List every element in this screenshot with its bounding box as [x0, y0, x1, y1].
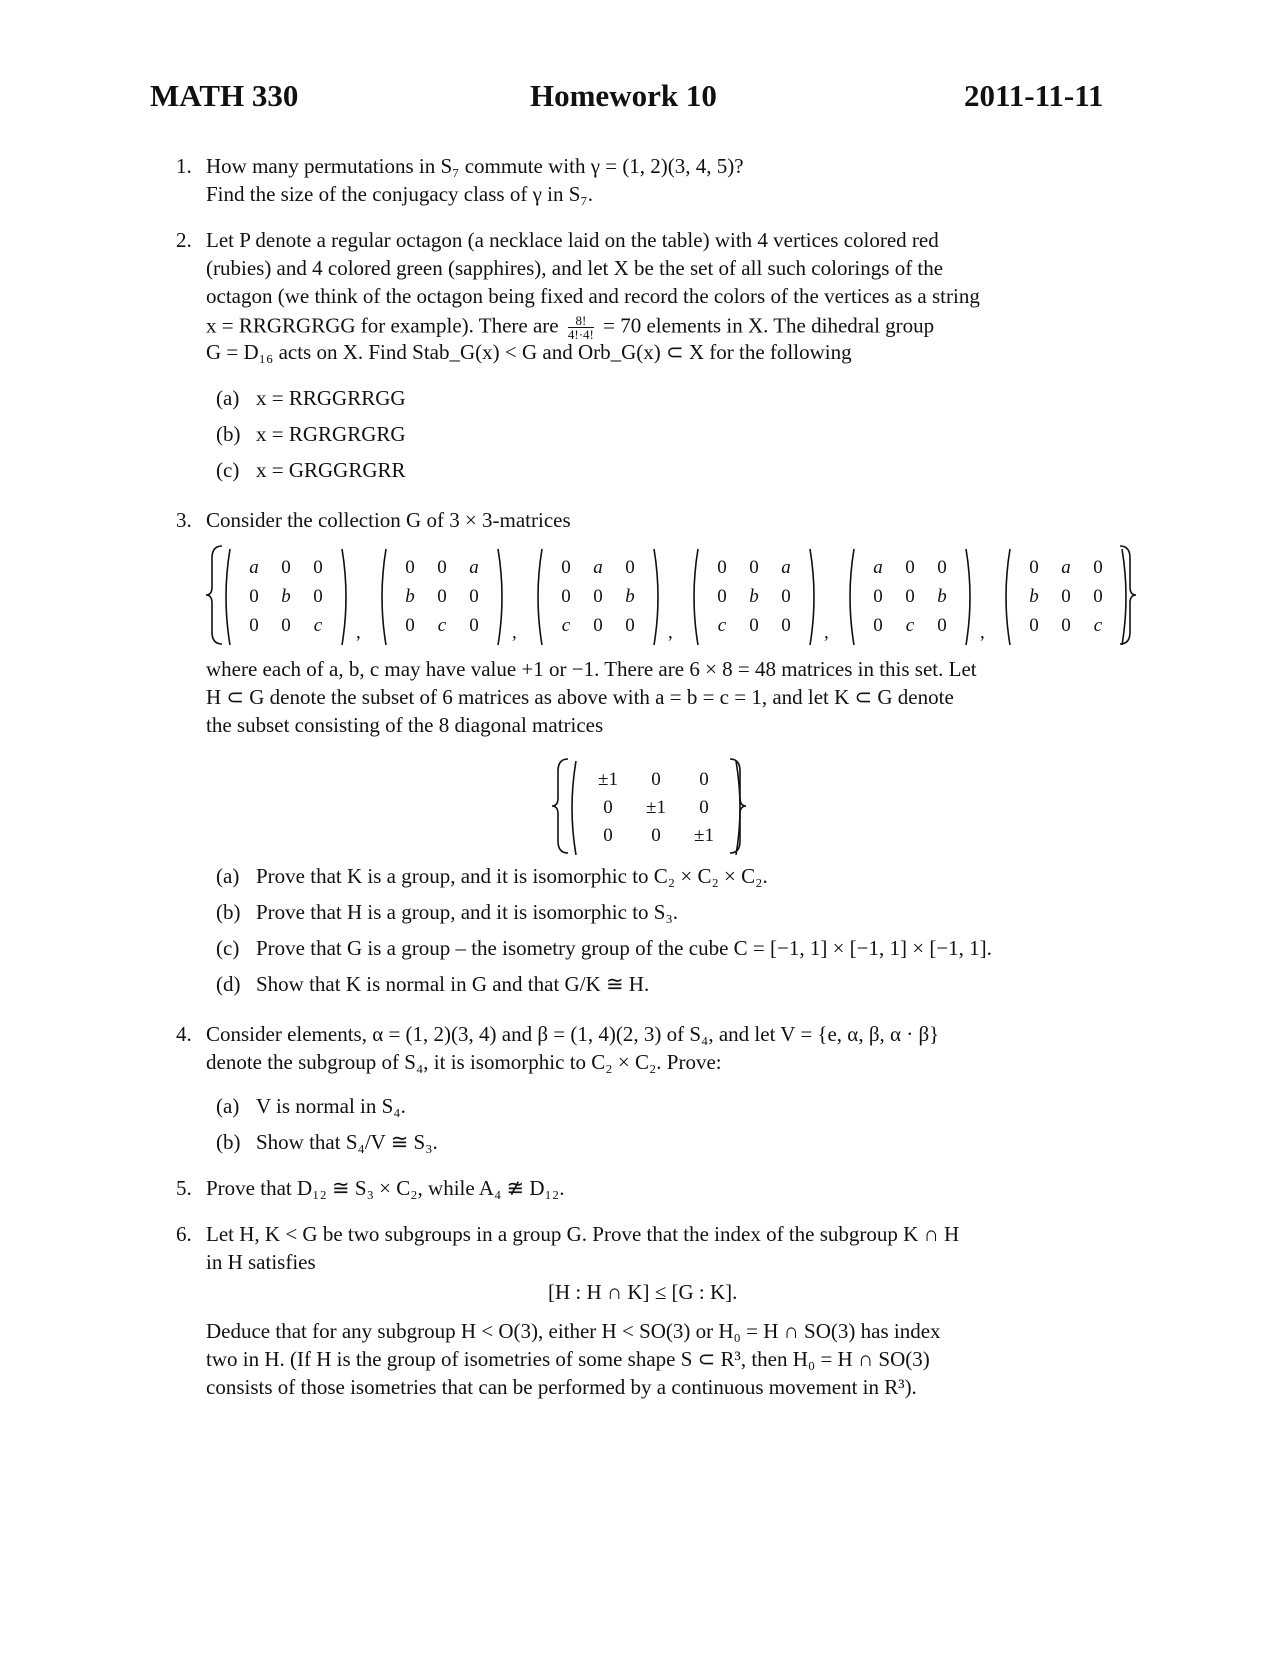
- matrix-entry: 0: [603, 797, 613, 818]
- matrix-entry: 0: [717, 557, 727, 578]
- problem-4-line: denote the subgroup of S₄, it is isomorphic to C₂ × C₂. Prove:: [206, 1050, 722, 1074]
- subitem-text: Prove that G is a group – the isometry group of the cube C = [−1, 1] × [−1, 1] × [−1, 1].: [256, 936, 992, 960]
- problem-2-text: = 70 elements in X. The dihedral group: [603, 313, 935, 338]
- matrix-entry: a: [249, 557, 259, 578]
- matrix-entry: 0: [749, 615, 759, 636]
- set-open-brace: [552, 759, 568, 853]
- matrix-entry: 0: [249, 615, 259, 636]
- problem-5-text: Prove that D₁₂ ≅ S₃ × C₂, while A₄ ≇ D₁₂.: [206, 1176, 565, 1200]
- matrix-entry: b: [625, 586, 635, 607]
- subitem-text: Show that S₄/V ≅ S₃.: [256, 1130, 438, 1154]
- matrix-entry: 0: [699, 769, 709, 790]
- problem-6-line: Let H, K < G be two subgroups in a group G. Prove that the index of the subgroup K ∩ H: [206, 1222, 960, 1246]
- comma: ,: [980, 622, 985, 643]
- matrix-entry: 0: [593, 586, 603, 607]
- problem-4-number: 4.: [176, 1022, 192, 1046]
- matrix-entry: c: [313, 615, 323, 636]
- subitem-label: (b): [216, 1130, 241, 1154]
- comma: ,: [512, 622, 517, 643]
- subitem-text: Prove that H is a group, and it is isomorphic to S₃.: [256, 900, 679, 924]
- matrix-entry: 0: [717, 586, 727, 607]
- matrix-right-paren: [498, 549, 502, 645]
- matrix-entry: b: [405, 586, 415, 607]
- problem-6-line: Deduce that for any subgroup H < O(3), either H < SO(3) or H₀ = H ∩ SO(3) has index: [206, 1319, 941, 1343]
- matrix-entry: a: [873, 557, 883, 578]
- subitem-text: x = RRGGRRGG: [256, 386, 406, 410]
- problem-2-number: 2.: [176, 228, 192, 252]
- matrix-right-paren: [342, 549, 346, 645]
- problem-1-line: How many permutations in S₇ commute with γ = (1, 2)(3, 4, 5)?: [206, 154, 744, 178]
- matrix-entry: c: [717, 615, 727, 636]
- matrix-entry: 0: [593, 615, 603, 636]
- matrix-entry: ±1: [646, 797, 666, 818]
- matrix-entry: a: [593, 557, 603, 578]
- subitem-text: x = GRGGRGRR: [256, 458, 406, 482]
- matrix-entry: 0: [937, 557, 947, 578]
- matrix-left-paren: [1006, 549, 1010, 645]
- matrix-entry: ±1: [694, 825, 714, 846]
- subitem-text: Prove that K is a group, and it is isomorphic to C₂ × C₂ × C₂.: [256, 864, 768, 888]
- course-title: MATH 330: [150, 78, 299, 113]
- subitem-label: (c): [216, 458, 240, 482]
- matrix-left-paren: [850, 549, 854, 645]
- matrix-entry: a: [781, 557, 791, 578]
- index-inequality: [H : H ∩ K] ≤ [G : K].: [548, 1280, 738, 1304]
- matrix-entry: b: [749, 586, 759, 607]
- matrix-right-paren: [1122, 549, 1126, 645]
- matrix-entry: 0: [603, 825, 613, 846]
- matrix-entry: 0: [405, 615, 415, 636]
- problem-2-line: G = D₁₆ acts on X. Find Stab_G(x) < G and Orb_G(x) ⊂ X for the following: [206, 340, 852, 364]
- problem-3-number: 3.: [176, 508, 192, 532]
- matrix-entry: 0: [1029, 557, 1039, 578]
- matrix-entry: 0: [625, 557, 635, 578]
- matrix-entry: 0: [873, 586, 883, 607]
- matrix-entry: 0: [781, 615, 791, 636]
- matrix-entry: 0: [313, 557, 323, 578]
- fraction: [568, 314, 594, 341]
- subitem-text: V is normal in S₄.: [256, 1094, 406, 1118]
- fraction-denominator: 4!·4!: [567, 327, 594, 342]
- matrix-entry: 0: [281, 557, 291, 578]
- comma: ,: [668, 622, 673, 643]
- matrix-entry: 0: [1061, 615, 1071, 636]
- matrix-left-paren: [538, 549, 542, 645]
- matrix-entry: b: [937, 586, 947, 607]
- matrix-entry: 0: [781, 586, 791, 607]
- subitem-label: (b): [216, 422, 241, 446]
- matrix-left-paren: [694, 549, 698, 645]
- problem-1-number: 1.: [176, 154, 192, 178]
- matrix-entry: c: [561, 615, 571, 636]
- matrix-entry: 0: [405, 557, 415, 578]
- matrix-entry: 0: [873, 615, 883, 636]
- matrix-entry: 0: [281, 615, 291, 636]
- problem-6-line: two in H. (If H is the group of isometries of some shape S ⊂ R³, then H₀ = H ∩ SO(3): [206, 1347, 930, 1371]
- matrix-entry: 0: [699, 797, 709, 818]
- matrix-entry: b: [1029, 586, 1039, 607]
- date: 2011-11-11: [964, 78, 1104, 113]
- matrix-entry: b: [281, 586, 291, 607]
- matrix-entry: 0: [249, 586, 259, 607]
- matrix-left-paren: [226, 549, 230, 645]
- matrix-entry: 0: [561, 586, 571, 607]
- problem-3-line: where each of a, b, c may have value +1 or −1. There are 6 × 8 = 48 matrices in this set. Let: [206, 657, 977, 681]
- problem-2-line: Let P denote a regular octagon (a necklace laid on the table) with 4 vertices colored red: [206, 228, 939, 252]
- subitem-label: (c): [216, 936, 240, 960]
- problem-3-line: the subset consisting of the 8 diagonal matrices: [206, 713, 604, 737]
- matrix-entry: c: [1093, 615, 1103, 636]
- subitem-text: Show that K is normal in G and that G/K ≅ H.: [256, 972, 650, 996]
- matrix-set: [0, 540, 1280, 650]
- subitem-label: (a): [216, 864, 240, 888]
- matrix-entry: 0: [749, 557, 759, 578]
- problem-6-line: consists of those isometries that can be performed by a continuous movement in R³).: [206, 1375, 917, 1399]
- matrix-entry: 0: [1093, 557, 1103, 578]
- matrix-entry: 0: [469, 586, 479, 607]
- matrix-entry: 0: [651, 825, 661, 846]
- subitem-label: (a): [216, 1094, 240, 1118]
- matrix-right-paren: [654, 549, 658, 645]
- matrix-left-paren: [382, 549, 386, 645]
- subitem-label: (d): [216, 972, 241, 996]
- fraction-numerator: 8!: [568, 314, 594, 328]
- matrix-entry: 0: [1093, 586, 1103, 607]
- matrix-left-paren: [572, 761, 576, 855]
- problem-3-intro: Consider the collection G of 3 × 3-matrices: [206, 508, 571, 532]
- problem-2-line: octagon (we think of the octagon being fixed and record the colors of the vertices as a string: [206, 284, 980, 308]
- matrix-entry: 0: [469, 615, 479, 636]
- matrix-entry: 0: [905, 586, 915, 607]
- matrix-entry: c: [905, 615, 915, 636]
- matrix-entry: c: [437, 615, 447, 636]
- matrix-entry: 0: [1061, 586, 1071, 607]
- subitem-label: (b): [216, 900, 241, 924]
- matrix-entry: 0: [651, 769, 661, 790]
- problem-2-line: [206, 314, 934, 341]
- matrix-entry: 0: [437, 586, 447, 607]
- comma: ,: [824, 622, 829, 643]
- matrix-entry: 0: [937, 615, 947, 636]
- problem-3-line: H ⊂ G denote the subset of 6 matrices as above with a = b = c = 1, and let K ⊂ G denote: [206, 685, 954, 709]
- comma: ,: [356, 622, 361, 643]
- matrix-entry: 0: [313, 586, 323, 607]
- matrix-entry: ±1: [598, 769, 618, 790]
- matrix-right-paren: [810, 549, 814, 645]
- matrix-entry: a: [469, 557, 479, 578]
- matrix-entry: 0: [561, 557, 571, 578]
- problem-2-line: (rubies) and 4 colored green (sapphires), and let X be the set of all such colorings of the: [206, 256, 944, 280]
- matrix-right-paren: [966, 549, 970, 645]
- problem-5-number: 5.: [176, 1176, 192, 1200]
- matrix-entry: 0: [437, 557, 447, 578]
- problem-6-number: 6.: [176, 1222, 192, 1246]
- problem-4-line: Consider elements, α = (1, 2)(3, 4) and β = (1, 4)(2, 3) of S₄, and let V = {e, α, β, α · β}: [206, 1022, 940, 1046]
- subitem-label: (a): [216, 386, 240, 410]
- problem-2-text: x = RRGRGRGG for example). There are: [206, 313, 559, 338]
- matrix-entry: a: [1061, 557, 1071, 578]
- problem-1-line: Find the size of the conjugacy class of γ in S₇.: [206, 182, 593, 206]
- diagonal-matrix-set: [0, 755, 1280, 855]
- matrix-entry: 0: [1029, 615, 1039, 636]
- problem-6-line: in H satisfies: [206, 1250, 316, 1274]
- matrix-entry: 0: [905, 557, 915, 578]
- subitem-text: x = RGRGRGRG: [256, 422, 406, 446]
- set-open-brace: [206, 546, 222, 644]
- set-close-brace: [1120, 546, 1136, 644]
- homework-title: Homework 10: [530, 78, 717, 113]
- matrix-entry: 0: [625, 615, 635, 636]
